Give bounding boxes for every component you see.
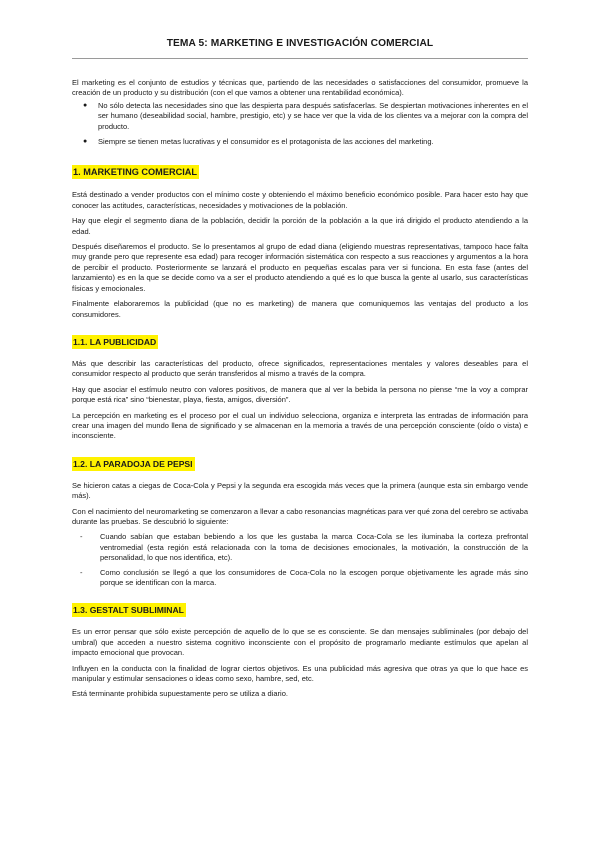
paragraph: Está terminante prohibida supuestamente pero se utiliza a diario. [72,689,288,699]
intro-bullet-list [72,101,528,148]
list-item [80,567,528,589]
paragraph: Finalmente elaboraremos la publicidad (que no es marketing) de manera que comuniquemos las ventajas del producto a los consumidores. [72,299,528,319]
paragraph: Influyen en la conducta con la finalidad de lograr ciertos objetivos. Es una publicidad más agresiva que otras ya que lo que hace es manipular y estimular sensaciones o ideas como sexo, hambre, sed, etc. [72,663,528,684]
list-item [80,532,528,563]
bullet-text: No sólo detecta las necesidades sino que las despierta para después satisfacerlas. Se despiertan motivaciones inherentes en el ser humano (deseabilidad social, hambre, prestigio, etc) y se hace ver que la vida de los clientes va a mejorar con la compra del producto. [98,100,528,131]
heading-highlight: 1.2. LA PARADOJA DE PEPSI [73,458,193,469]
list-item [83,137,528,147]
paragraph: Está destinado a vender productos con el mínimo coste y obteniendo el máximo beneficio económico posible. Para hacer esto hay que conocer las actitudes, características, necesidades y motivaciones de la población. [72,190,528,210]
section-heading-publicidad [72,332,528,350]
findings-list [72,532,528,588]
list-item-text: Como conclusión se llegó a que los consumidores de Coca-Cola no la escogen porque objetivamente les agrade más sino porque se identifican con la marca. [100,567,528,587]
section-heading-gestalt [72,600,528,618]
heading-highlight: 1. MARKETING COMERCIAL [73,167,198,178]
paragraph: Más que describir las características del producto, ofrece significados, representaciones mentales y valores deseables para el consumidor respecto al producto que serán transferidos al mismo a través de la compra. [72,358,528,379]
dash-marker: - [80,567,83,577]
section-heading-pepsi [72,454,528,472]
paragraph: Hay que elegir el segmento diana de la población, decidir la porción de la población a la que irá dirigido el producto atendiendo a la edad. [72,216,528,236]
document-body [72,78,528,705]
intro-paragraph: El marketing es el conjunto de estudios y técnicas que, partiendo de las necesidades o satisfacciones del consumidor, promueve la creación de un producto y su distribución (con el que vamos a obtener una rentabilidad económica). [72,78,528,98]
paragraph: Con el nacimiento del neuromarketing se comenzaron a llevar a cabo resonancias magnéticas para ver qué zona del cerebro se activaba durante las pruebas. Se descubrió lo siguiente: [72,506,528,526]
dash-marker: - [80,532,83,542]
page-title: TEMA 5: MARKETING E INVESTIGACIÓN COMERCIAL [166,38,434,49]
heading-highlight: 1.1. LA PUBLICIDAD [73,336,157,347]
paragraph: Se hicieron catas a ciegas de Coca-Cola y Pepsi y la segunda era escogida más veces que la primera (aunque esta sin embargo vende más). [72,480,528,501]
title-divider [72,58,528,59]
paragraph: Es un error pensar que sólo existe percepción de aquello de lo que se es consciente. Se dan mensajes subliminales (por debajo del umbral) que acceden a nuestro sistema cognitivo inconsciente con el propósito de programarlo mediante estímulos que apelan al impacto emocional que provocan. [72,627,528,658]
paragraph: Hay que asociar el estímulo neutro con valores positivos, de manera que al ver la bebida la persona no piense “me la voy a comprar porque está rica” sino “bienestar, playa, fiesta, amigos, diversión”. [72,384,528,405]
bullet-text: Siempre se tienen metas lucrativas y el consumidor es el protagonista de las acciones del marketing. [98,137,434,147]
paragraph: La percepción en marketing es el proceso por el cual un individuo selecciona, organiza e interpreta las entradas de información para crear una imagen del mundo llena de significado y se almacenan en la memoria a través de una percepción consciente (oído o vista) e inconsciente. [72,410,528,441]
bullet-icon: ● [83,101,88,109]
list-item-text: Cuando sabían que estaban bebiendo a los que les gustaba la marca Coca-Cola se les iluminaba la corteza prefrontal ventromedial (esta región está relacionada con la toma de decisiones emocionales, la motivación, la construcción de la personalidad, lo que nos identifica, etc). [100,532,528,563]
section-heading-marketing [72,162,528,180]
paragraph: Después diseñaremos el producto. Se lo presentamos al grupo de edad diana (eligiendo muestras representativas, tampoco hace falta muy grande pero que represente esa edad) para recoger información sistemática con respecto a sus reacciones y argumentos a la hora de percibir el producto. Posteriormente se lanzará el producto en pequeñas escalas para ver si funciona. En esta fase (antes del lanzamiento) es en la que se decide como va a ser el producto atendiendo a qué es lo que busca la gente al usarlo, sus características físicas y emocionales. [72,242,528,293]
heading-highlight: 1.3. GESTALT SUBLIMINAL [73,605,184,616]
bullet-icon: ● [83,138,88,146]
list-item [83,100,528,132]
